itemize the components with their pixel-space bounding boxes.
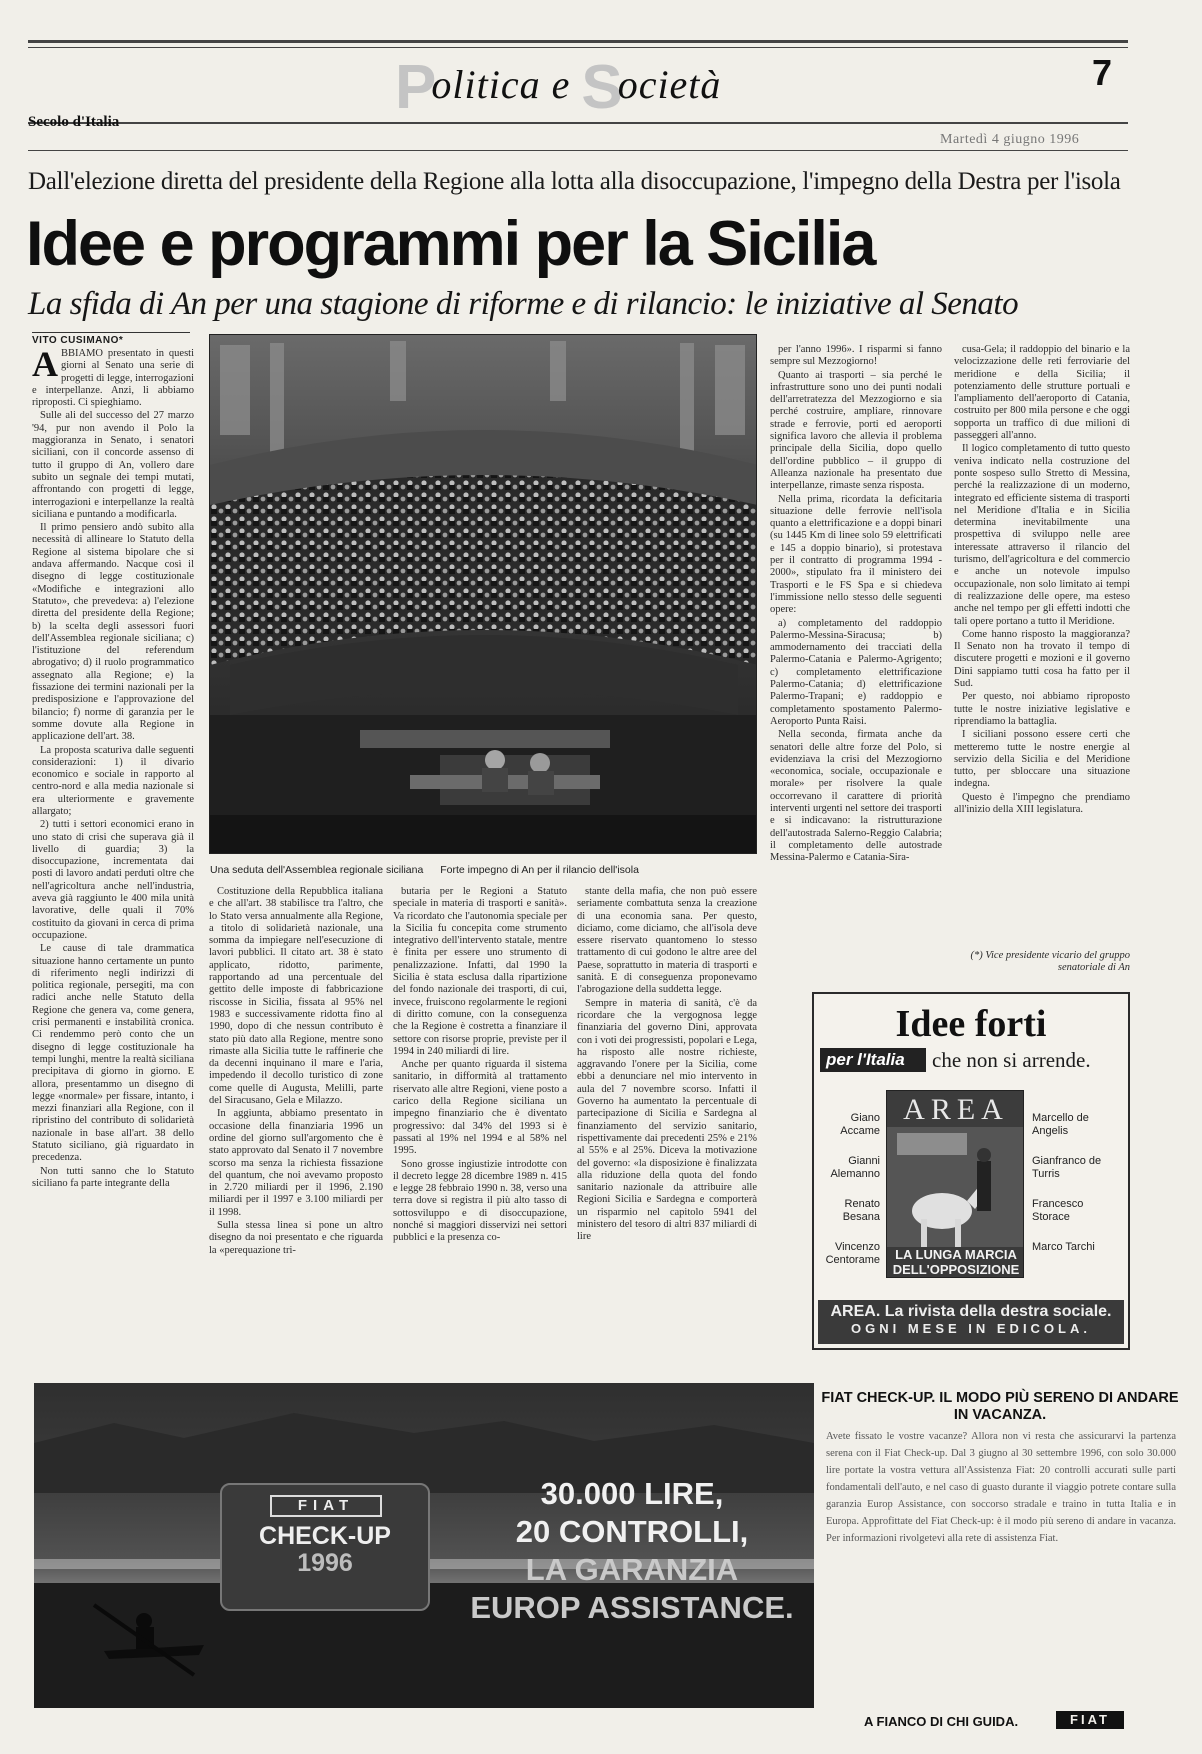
section-title-part-2: ocietà [617,62,722,107]
paragraph: Costituzione della Repubblica italiana e che all'art. 38 stabilisce tra l'altro, che lo Stato versa annualmente alla Regione, a titolo di solidarietà nazionale, una somma da impiegare nell'esecuzione di lavori pubblici. Il citato art. 38 è stato applicato, ridotto, parimente, rapportando ad una percentuale del gettito delle imposte di fabbricazione riscosse in Sicilia, fissata al 95% nel 1983 e successivamente ridotta fino al 1990, dopo di che nessun contributo è stato più dato alla Regione, mentre sono rimaste alla Sicilia tutte le raffinerie che da decenni inquinano il mare e l'aria, impedendo il decollo turistico di zone come quelle di Augusta, Melilli, parte del Siracusano, Gela e Milazzo. [209,886,383,1107]
photo-caption [210,864,770,876]
fiat-tagline-logo: FIAT [1056,1711,1124,1729]
paragraph: Per questo, noi abbiamo riproposto tutte le nostre iniziative legislative e riprendiamo la battaglia. [954,691,1130,727]
header-mid-rule [28,122,1128,124]
area-cover-caption: LA LUNGA MARCIA DELL'OPPOSIZIONE [892,1247,1020,1277]
paragraph: Il logico completamento di tutto questo veniva indicato nella costruzione del ponte sospeso sullo Stretto di Messina, perché la realizzazione di un moderno, integrato ed efficiente sistema di trasporti nel Meridione d'Italia e in Sicilia determina inevitabilmente una prospettiva di sviluppo nelle aree interessate attraverso il rilancio del turismo, dell'agricoltura e del commercio e anche un notevole impulso occupazionale, non solo limitato ai tempi di realizzazione delle opere, ma esteso anche nel tempo per gli effetti indotti che tali opere portano a tutto il Meridione. [954,443,1130,627]
author-footnote: (*) Vice presidente vicario del gruppo senatoriale di An [970,950,1130,974]
article-column-2 [209,886,383,1358]
area-ad-footer-line-1: AREA. La rivista della destra sociale. [830,1303,1112,1320]
contributor-name: Giano Accame [840,1112,880,1137]
paragraph: per l'anno 1996». I risparmi si fanno sempre sul Mezzogiorno! [770,344,942,368]
page-number: 7 [1092,52,1113,93]
area-ad-footer [818,1300,1124,1344]
area-cover-logo: AREA [903,1093,1009,1126]
article-column-3 [393,886,567,1358]
fiat-card-name: CHECK-UP [259,1522,391,1550]
area-magazine-ad[interactable] [812,992,1130,1350]
area-ad-title: Idee forti [895,1003,1047,1045]
fiat-slogan-line: EUROP ASSISTANCE. [470,1590,794,1625]
fiat-slogan-line: LA GARANZIA [525,1552,739,1587]
area-ad-strip-white: che non si arrende. [932,1048,1091,1072]
fiat-logo: FIAT [270,1495,382,1517]
paragraph: I siciliani possono essere certi che metteremo tutte le nostre energie al servizio della Sicilia e del Meridione tutto, per sbloccare una situazione indegna. [954,729,1130,790]
dateline: Martedì 4 giugno 1996 [940,132,1080,147]
paragraph: Nella prima, ricordata la deficitaria situazione delle ferrovie nell'isola quanto a elettrificazione e a doppi binari (su 1445 Km di linee solo 59 elettrificati e 145 a doppio binario), si protestava per il contratto di programma 1994 - 2000», stipulato fra il ministero dei Trasporti e le FS Spa e si chiedeva l'immissione nello stesso delle seguenti opere: [770,493,942,616]
paragraph: Nella seconda, firmata anche da senatori delle altre forze del Polo, si evidenziava la crisi del Mezzogiorno «economica, sociale, occupazionale e morale» per risolvere la quale occorrevano il carattere di priorità interventi urgenti nel settore dei trasporti e si indicavano: la ristrutturazione dell'autostrada Salerno-Reggio Calabria; il completamento delle autostrade Messina-Palermo e Catania-Sira- [770,729,942,864]
paragraph: Sulle ali del successo del 27 marzo '94, pur non avendo il Polo la maggioranza in Senato, i senatori siciliani, con il concorde assenso di tutto il gruppo di An, vollero dare subito un segnale dei tempi mutati, affrontando con progetti di legge, interrogazioni e interpellanze la realtà siciliana e puntando a modificarla. [32,410,194,520]
assembly-photo-graphic [210,335,757,854]
header-bottom-rule [28,150,1128,151]
dropcap: A [32,348,58,384]
fiat-card-year: 1996 [297,1549,353,1577]
paragraph: Quanto ai trasporti – sia perché le infrastrutture sono uno dei punti nodali dell'arretratezza del Mezzogiorno e sia perché costruire, ampliare, rinnovare strade e ferrovie, porti ed aeroporti significa lavoro che allevia il problema principale della Sicilia, dopo quello dell'ordine pubblico – il gruppo di Alleanza nazionale ha presentato due interpellanze, rimaste senza risposta. [770,369,942,492]
paragraph: Come hanno risposto la maggioranza? Il Senato non ha trovato il tempo di discutere progetti e mozioni e il governo Dini sappiamo tutti cosa ha fatto per il Sud. [954,628,1130,690]
area-contributors-right [1032,1112,1124,1271]
area-ad-footer-line-2: OGNI MESE IN EDICOLA. [850,1321,1091,1336]
masthead: Secolo d'Italia [28,114,120,130]
header-rule-thin [28,47,1128,48]
area-ad-strip-black: per l'Italia [820,1048,926,1072]
photo-caption-1: Una seduta dell'Assemblea regionale siciliana [210,864,424,876]
paragraph: Il primo pensiero andò subito alla necessità di allineare lo Statuto della Regione al sistema bipolare che si andava affermando. Nacque così il disegno di legge costituzionale «Modifiche e integrazioni allo Statuto», che prevedeva: a) l'elezione diretta del presidente della Regione; b) la scelta degli assessori fuori dell'Assemblea regionale siciliana; c) l'istituzione del referendum abrogativo; d) il ruolo programmatico assegnato alla Regione; e) la fissazione dei termini nazionali per la predisposizione e l'approvazione del bilancio; f) norme di garanzia per le somme dovute alla Regione in applicazione dell'art. 38. [32,522,194,743]
paragraph: In aggiunta, abbiamo presentato in occasione della finanziaria 1996 un ordine del giorno sull'argomento che è stato approvato dal Senato il 7 novembre scorso ma senza la richiesta fissazione del quantum, che noi avevamo proposto in 2.720 miliardi per il 1996, 2.190 miliardi per il 1997 e 3.100 miliardi per il 1998. [209,1108,383,1218]
area-contributors-left [818,1112,880,1284]
contributor-name: Gianfranco de Turris [1032,1155,1102,1180]
paragraph: Anche per quanto riguarda il sistema sanitario, in difformità al trattamento riservato alle altre Regioni, viene posto a carico della Regione siciliana un impegno finanziario che è diventato progressivo: dal 34% del 1993 si è passati al 19% nel 1994 e al 58% nel 1995. [393,1059,567,1157]
article-column-4 [577,886,757,1358]
lead-paragraph [32,348,194,409]
area-magazine-cover [886,1090,1024,1278]
assembly-photo [209,334,757,854]
fiat-copy-title: FIAT CHECK-UP. IL MODO PIÙ SERENO DI ANDARE IN VACANZA. [821,1390,1179,1423]
paragraph: Sempre in materia di sanità, c'è da ricordare che la vergognosa legge finanziaria del governo Dini, approvata con i voti dei progressisti, popolari e Lega, ha risposto alle nostre richieste, aggravando l'onere per la Sicilia, come ebbi a denunciare nel mio intervento in aula del 7 novembre scorso. Infatti il Governo ha aumentato la percentuale di partecipazione di Sicilia e Sardegna al finanziamento del servizio sanitario, rispettivamente dai precedenti 25% e 21% al 55% e al 25%. Diceva la motivazione del governo: «la disposizione è finalizzata alla riduzione della quota del fondo sanitario nazionale da attribuire alle Regioni Sicilia e Sardegna e comporterà un risparmio nel capitolo 5941 del ministero del tesoro di altri 837 miliardi di lire [577,997,757,1243]
fiat-slogan [452,1475,812,1627]
byline: VITO CUSIMANO* [32,332,190,346]
photo-caption-2: Forte impegno di An per il rilancio dell'isola [440,864,639,876]
contributor-name: Gianni Alemanno [830,1155,880,1180]
main-headline: Idee e programmi per la Sicilia [26,209,875,279]
section-cap-s: S [581,53,624,122]
paragraph: 2) tutti i settori economici erano in uno stato di crisi che superava già il livello di guardia; 3) la disoccupazione, incrementata dai posti di lavoro andati perduti oltre che nell'agricoltura anche nell'industria, aveva già raggiunto le 400 mila unità lavorative, delle quali il 70% costituito da giovani in cerca di prima occupazione. [32,819,194,941]
paragraph: butaria per le Regioni a Statuto speciale in materia di trasporti e sanità». Va ricordato che l'autonomia speciale per la Sicilia fu concepita come strumento integrativo dell'intervento statale, mentre è finita per essere uno strumento di penalizzazione. Infatti, dal 1990 la Sicilia è stata esclusa dalla ripartizione del fondo nazionale dei trasporti, di cui, invece, fruiscono regolarmente le regioni di diritto comune, con la conseguenza che la Regione è costretta a finanziare il settore con risorse proprie, previste per il 1994 in 240 miliardi di lire. [393,886,567,1057]
paragraph: Questo è l'impegno che prendiamo all'inizio della XIII legislatura. [954,791,1130,815]
fiat-copy: Avete fissato le vostre vacanze? Allora non vi resta che assicurarvi la partenza serena con il Fiat Check-up. Dal 3 giugno al 30 settembre 1996, con solo 30.000 lire portate la vostra vettura all'Assistenza Fiat: 20 controlli accurati sulle parti fondamentali dell'auto, e nel caso di guasto durante il viaggio potrete contare sulla garanzia Europ Assistance, con soccorso stradale e traino in tutta Italia e in Europa. Approfittate del Fiat Check-up: è il modo più sereno di andare in vacanza. Per informazioni rivolgetevi alla rete di assistenza Fiat. [826,1431,1176,1544]
paragraph: stante della mafia, che non può essere seriamente combattuta senza la creazione di una economia sana. Per questo, diciamo, come diciamo, che all'isola deve essere riservato quantomeno lo stesso trattamento di cui godono le altre aree del Paese, soprattutto in materia di trasporti e sanità. E di conseguenza proponevamo l'abrogazione della suddetta legge. [577,886,757,996]
article-column-6 [954,344,1130,948]
subhead: La sfida di An per una stagione di riforme e di rilancio: le iniziative al Senato [28,286,1019,322]
article-column-5 [770,344,942,976]
lead-text: BBIAMO presentato in questi giorni al Senato una serie di progetti di legge, interrogazioni e interpellanze. Anzi, li abbiamo riproposti. Ci spieghiamo. [32,348,194,409]
section-title [395,52,815,122]
paragraph: Sono grosse ingiustizie introdotte con il decreto legge 28 dicembre 1989 n. 415 e legge 28 febbraio 1990 n. 38, verso una terra dove si registra il più alto tasso di sottosviluppo e di disoccupazione, nonché si maggiori disservizi nei settori pubblici e la presenza co- [393,1158,567,1244]
kicker: Dall'elezione diretta del presidente della Regione alla lotta alla disoccupazione, l'impegno della Destra per l'isola [28,168,1121,195]
paragraph: Non tutti sanno che lo Statuto siciliano fa parte integrante della [32,1165,194,1189]
paragraph: La proposta scaturiva dalle seguenti considerazioni: 1) il divario economico e sociale in rapporto al centro-nord e alla media nazionale si era ulteriormente e gravemente allargato; [32,744,194,817]
contributor-name: Francesco Storace [1032,1198,1084,1223]
area-ad-strip [820,1048,1122,1074]
section-cap-p: P [395,53,438,122]
section-title-part-1: olitica e [431,62,582,107]
fiat-tagline: A FIANCO DI CHI GUIDA. [864,1714,1019,1729]
contributor-name: Marcello de Angelis [1032,1112,1089,1137]
contributor-name: Renato Besana [842,1198,880,1223]
contributor-name: Vincenzo Centorame [825,1241,880,1266]
paragraph: cusa-Gela; il raddoppio del binario e la velocizzazione delle reti ferroviarie del meridione e della Sicilia; il potenziamento delle strutture portuali e l'ampliamento dell'aeroporto di Catania, costruito per 800 mila persone e che oggi sopporta un traffico di due milioni di passeggeri all'anno. [954,344,1130,442]
fiat-slogan-line: 30.000 LIRE, [540,1476,724,1511]
fiat-checkup-ad[interactable] [34,1383,814,1708]
paragraph: Sulla stessa linea si pone un altro disegno da noi presentato e che riguarda la «perequazione tri- [209,1220,383,1256]
paragraph: Le cause di tale drammatica situazione hanno certamente un punto di riferimento negli indirizzi di politica regionale, persegiti, ma con radici anche nelle Statuto della Regione che genera va, come genera, crisi permanenti e instabilità cronica. Ci rendemmo però conto che un disegno di legge costituzionale ha tempi lunghi, mentre la realtà siciliana precipitava di giorno in giorno. E allora, presentammo un disegno di legge «normale» per fissare, intanto, i mezzi finanziari alla Regione, con il ripristino del contributo di solidarietà nazionale in base all'art. 38 dello Statuto siciliano, già riguardato in precedenza. [32,943,194,1164]
fiat-checkup-card [220,1483,430,1611]
fiat-card-title [222,1523,428,1577]
article-column-1 [32,348,194,1358]
contributor-name: Marco Tarchi [1032,1241,1095,1253]
fiat-slogan-line: 20 CONTROLLI, [515,1514,749,1549]
paragraph: a) completamento del raddoppio Palermo-Messina-Siracusa; b) ammodernamento dei tracciati della Palermo-Catania e Palermo-Agrigento; c) completamento elettrificazione Palermo-Catania; d) elettrificazione Palermo-Trapani; e) raddoppio e completamento spostamento Palermo-Aeroporto Punta Raisi. [770,617,942,727]
header-top-rule [28,40,1128,43]
